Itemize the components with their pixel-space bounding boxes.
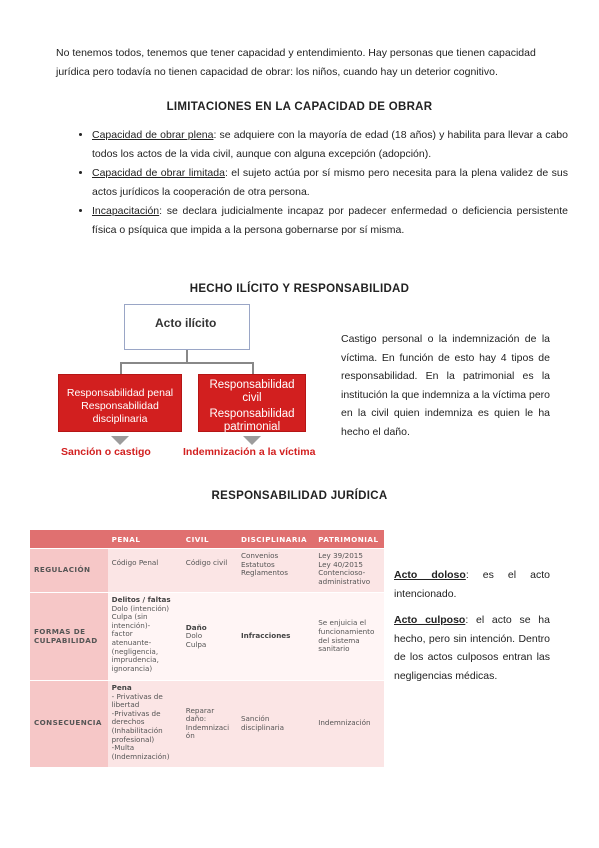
cell-text: Dolo (intención) Culpa (sin intención)- factor atenuante- (negligencia, imprudencia, ignorancia) <box>111 603 170 673</box>
table-cell: Infracciones <box>237 593 314 681</box>
definition-item <box>394 566 550 603</box>
diagram-root-box: Acto ilícito <box>124 304 250 350</box>
list-item <box>92 202 568 239</box>
box-line: Responsabilidad penal <box>66 387 174 399</box>
list-item-term: Capacidad de obrar limitada <box>92 167 225 179</box>
definition-text: : el acto se ha hecho, pero sin intención. Dentro de los actos culposos entran las negligencias médicas. <box>394 614 550 682</box>
table-cell: Ley 39/2015 Ley 40/2015 Contencioso- administrativo <box>314 549 384 593</box>
list-item <box>92 164 568 201</box>
table-cell: Convenios Estatutos Reglamentos <box>237 549 314 593</box>
column-header: DISCIPLINARIA <box>237 530 314 549</box>
row-header: FORMAS DE CULPABILIDAD <box>30 593 108 681</box>
responsibility-table <box>30 530 384 767</box>
sanction-label: Sanción o castigo <box>61 446 151 458</box>
box-line: Responsabilidad civil <box>209 379 295 404</box>
cell-heading: Daño <box>185 622 207 632</box>
cell-text: Dolo Culpa <box>185 631 207 649</box>
cell-heading: Delitos / faltas <box>111 595 171 604</box>
column-header: CIVIL <box>182 530 237 549</box>
civil-patrimonial-box <box>198 374 306 432</box>
section-title-hecho-ilicito: HECHO ILÍCITO Y RESPONSABILIDAD <box>189 283 410 295</box>
down-arrow-icon <box>111 436 129 445</box>
cell-heading: Pena <box>111 683 132 692</box>
row-header: REGULACIÓN <box>30 549 108 593</box>
definition-term: Acto culposo <box>394 614 466 626</box>
intro-paragraph: No tenemos todos, tenemos que tener capacidad y entendimiento. Hay personas que tienen capacidad jurídica pero todavía no tienen capacidad de obrar: los niños, cuando hay un deterior cognitivo. <box>56 47 536 78</box>
table-cell: Se enjuicia el funcionamiento del sistema sanitario <box>314 593 384 681</box>
table-cell <box>108 593 182 681</box>
column-header: PENAL <box>108 530 182 549</box>
penal-disciplinary-box <box>58 374 182 432</box>
list-item-text: : se declara judicialmente incapaz por padecer enfermedad o deficiencia persistente física o psíquica que impida a la persona gobernarse por sí misma. <box>92 205 568 236</box>
section-title-limitaciones: LIMITACIONES EN LA CAPACIDAD DE OBRAR <box>166 101 433 113</box>
capacity-list <box>76 126 568 240</box>
down-arrow-icon <box>243 436 261 445</box>
table-cell: Código Penal <box>108 549 182 593</box>
diagram-connector <box>120 362 252 364</box>
diagram-connector <box>252 362 254 374</box>
definition-term: Acto doloso <box>394 569 466 581</box>
table-row <box>30 593 384 681</box>
cell-text: - Privativas de libertad -Privativas de derechos (Inhabilitación profesional) -Multa (Indemnización) <box>111 691 170 761</box>
table-cell <box>108 681 182 767</box>
list-item <box>92 126 568 163</box>
diagram-connector <box>186 350 188 362</box>
list-item-term: Capacidad de obrar plena <box>92 129 214 141</box>
box-line: Responsabilidad patrimonial <box>209 408 295 433</box>
responsibility-diagram <box>58 300 338 465</box>
table-cell <box>182 593 237 681</box>
column-header: PATRIMONIAL <box>314 530 384 549</box>
table-header-row <box>30 530 384 549</box>
diagram-connector <box>120 362 122 374</box>
column-header <box>30 530 108 549</box>
section-title-responsabilidad-juridica: RESPONSABILIDAD JURÍDICA <box>211 490 388 502</box>
table-cell: Código civil <box>182 549 237 593</box>
list-item-text: : el sujeto actúa por sí mismo pero necesita para la plena validez de sus actos jurídicos la cooperación de otra persona. <box>92 167 569 198</box>
table-row <box>30 549 384 593</box>
box-line: Responsabilidad disciplinaria <box>81 400 159 425</box>
table-cell: Sanción disciplinaria <box>237 681 314 767</box>
diagram-explanation: Castigo personal o la indemnización de la víctima. En función de esto hay 4 tipos de responsabilidad. En la patrimonial es la institución la que indemniza a la víctima pero en la civil quien indemniza es quien le ha hecho el daño. <box>341 333 550 438</box>
row-header: CONSECUENCIA <box>30 681 108 767</box>
definition-text: : es el acto intencionado. <box>394 569 550 600</box>
compensation-label: Indemnización a la víctima <box>183 446 316 458</box>
table-cell: Indemnización <box>314 681 384 767</box>
table-cell: Reparar daño: Indemnizaci ón <box>182 681 237 767</box>
table-row <box>30 681 384 767</box>
act-definitions <box>394 566 550 693</box>
definition-item <box>394 611 550 685</box>
list-item-term: Incapacitación <box>92 205 160 217</box>
list-item-text: : se adquiere con la mayoría de edad (18 años) y habilita para llevar a cabo todos los actos de la vida civil, aunque con alguna excepción (adopción). <box>92 129 568 160</box>
